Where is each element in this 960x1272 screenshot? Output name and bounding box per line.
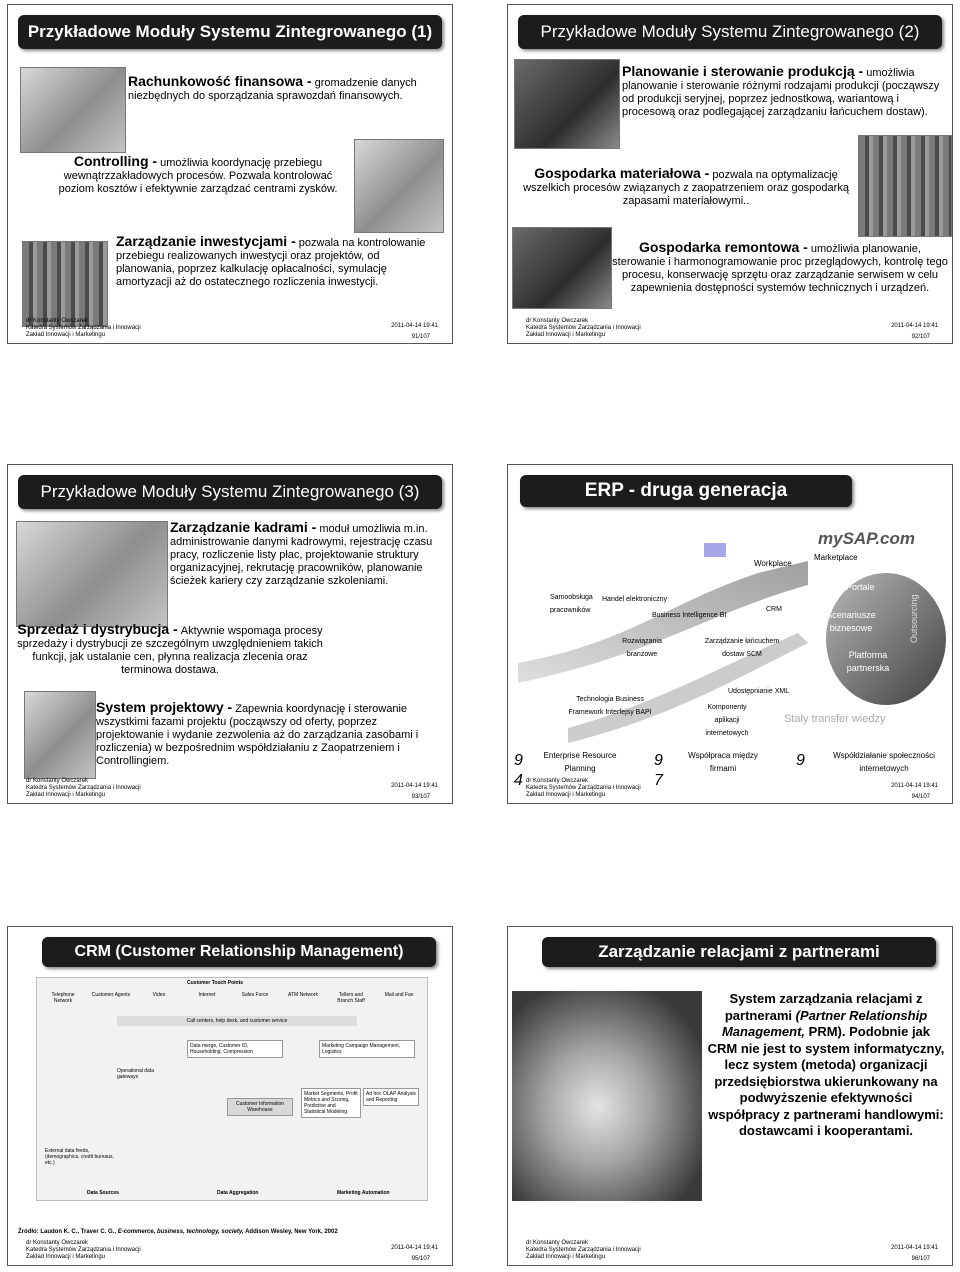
paragraph-materials — [518, 167, 854, 208]
source-title: E-commerce, business, technology, society, — [117, 1229, 244, 1235]
box-external: External data feeds, (demographics, credit bureaus, etc.) — [45, 1148, 114, 1166]
box-olap: Ad hoc OLAP Analysis and Reporting — [363, 1088, 419, 1106]
footer-dept: Katedra Systemów Zarządzania i Innowacji — [26, 1247, 141, 1253]
body: Aktywnie wspomaga procesy sprzedaży i dystrybucji ze szczególnym uwzględnieniem takich funkcji, jak ustalanie cen, płynna realizacja zlecenia oraz terminowa dostawa. — [17, 625, 323, 676]
footer-dept: Katedra Systemów Zarządzania i Innowacji — [526, 1247, 641, 1253]
photo-handshake — [512, 991, 702, 1201]
label-data-aggregation: Data Aggregation — [217, 1190, 259, 1196]
photo-machinery — [514, 59, 620, 149]
paragraph-controlling — [48, 155, 348, 196]
body: umożliwia planowanie, sterowanie i harmonogramowanie proc przeglądowych, kontrolę tego procesu, konserwację sprzętu oraz zarządzanie serwisem w celu zapewnienia dostępności systemów technicznych i urządzeń. — [612, 243, 948, 294]
footer-date: 2011-04-14 19:41 — [891, 323, 938, 329]
heading: System projektowy - — [96, 699, 233, 715]
heading: Planowanie i sterowanie produkcją - — [622, 63, 864, 79]
footer-unit: Zakład Innowacji i Marketingu — [526, 1254, 606, 1260]
footer-unit: Zakład Innowacji i Marketingu — [26, 792, 106, 798]
photo-team — [16, 521, 168, 627]
touch-points-label: Customer Touch Points — [187, 980, 244, 986]
footer-author: dr Konstanty Owczarek — [26, 318, 89, 324]
photo-meeting — [20, 67, 126, 153]
page-number: 91/107 — [411, 334, 430, 340]
label-workplace: Workplace — [754, 559, 792, 568]
label-handel: Handel elektroniczny — [602, 596, 667, 603]
box-ops-db: Operational data gateways — [117, 1068, 154, 1080]
footer — [526, 778, 641, 799]
photo-skyscraper — [22, 241, 108, 327]
label-scm: Zarządzanie łańcuchem dostaw SCM — [704, 638, 780, 658]
footer-dept: Katedra Systemów Zarządzania i Innowacji — [26, 785, 141, 791]
footer-dept: Katedra Systemów Zarządzania i Innowacji — [26, 325, 141, 331]
footer-date: 2011-04-14 19:41 — [391, 323, 438, 329]
mysap-logo: mySAP.com — [818, 529, 916, 548]
footer-date: 2011-04-14 19:41 — [891, 783, 938, 789]
slide-title: Zarządzanie relacjami z partnerami — [542, 937, 936, 967]
slide-title: ERP - druga generacja — [520, 475, 852, 507]
body: umożliwia koordynację przebiegu wewnątrzzakładowych procesów. Pozwala kontrolować poziom kosztów i efektywnie zarządzać centrami zysków. — [58, 157, 338, 195]
photo-engineer — [24, 691, 96, 779]
footer-author: dr Konstanty Owczarek — [526, 1240, 589, 1246]
label-marketplace: Marketplace — [814, 553, 858, 562]
source-pub: Addison Wesley, New York, 2002 — [245, 1229, 338, 1235]
footer — [526, 1240, 641, 1261]
page-number: 94/107 — [911, 794, 930, 800]
label-xml: Udostępnianie XML — [728, 688, 790, 695]
label-outsourcing: Outsourcing — [909, 594, 919, 643]
prm-text-1: System zarządzania relacjami z partnerami — [724, 991, 923, 1023]
body: Zapewnia koordynację i sterowanie wszystkimi fazami projektu (począwszy od oferty, poprzez projektowanie i wydanie zezwolenia aż do zarządzania zasobami i rozliczenia) w bezpośrednim współdziałaniu z Zaopatrzeniem i Controllingiem. — [96, 703, 419, 767]
heading: Sprzedaż i dystrybucja - — [17, 621, 178, 637]
label-marketing-automation: Marketing Automation — [337, 1190, 390, 1196]
box-data-merge: Data merge, Customer ID, Householding, Compression — [187, 1040, 283, 1058]
label-rozwiazania: Rozwiązania branżowe — [622, 638, 662, 658]
label-bi: Business Intelligence BI — [652, 612, 727, 619]
channel-row — [43, 992, 419, 1004]
prm-text — [706, 991, 946, 1140]
slide-title: Przykładowe Moduły Systemu Zintegrowanego (3) — [18, 475, 442, 509]
channel-item: Internet — [198, 992, 216, 998]
slide-91 — [7, 4, 453, 344]
channel-item: Customer Agents — [91, 992, 131, 998]
channel-item: ATM Network — [288, 992, 318, 998]
box-market-tools: Market Segments, Profit Metrics and Scoring, Predictive and Statistical Modeling — [301, 1088, 361, 1118]
channel-item: Telephone Network — [51, 992, 75, 1004]
footer — [26, 1240, 141, 1261]
footer-dept: Katedra Systemów Zarządzania i Innowacji — [526, 785, 641, 791]
footer — [26, 318, 141, 339]
paragraph-accounting — [128, 75, 428, 103]
label-komponenty: Komponenty aplikacji internetowych — [705, 704, 749, 737]
label-wspolpraca: Współpraca między firmami — [688, 751, 758, 773]
heading: Zarządzanie inwestycjami - — [116, 233, 296, 249]
slide-92 — [507, 4, 953, 344]
prm-text-3: PRM). Podobnie jak CRM nie jest to system informatyczny, lecz system (metoda) organizacji przedsiębiorstwa ukierunkowany na podwyższenie efektywności współpracy z partnerami handlowymi: dostawcami i kooperantami. — [707, 1024, 945, 1138]
label-crm: CRM — [766, 606, 782, 613]
paragraph-projects — [96, 701, 436, 768]
body: moduł umożliwia m.in. administrowanie danymi kadrowymi, rejestrację czasu pracy, rozliczenie listy płac, projektowanie struktury organizacyjnej, rekrutację pracowników, planowanie ścieżek kariery czy zarządzanie szkoleniami. — [170, 523, 433, 587]
footer-unit: Zakład Innowacji i Marketingu — [526, 332, 606, 338]
footer-unit: Zakład Innowacji i Marketingu — [26, 1254, 106, 1260]
erp-diagram — [508, 513, 953, 804]
photo-repair — [512, 227, 612, 309]
body: umożliwia planowanie i sterowanie różnymi rodzajami produkcji (począwszy od produkcji seryjnej, poprzez jednostkową, wariantową i procesową oraz podlegającej zarządzaniu łańcuchem dostaw). — [622, 67, 940, 118]
label-scenariusze: Scenariusze biznesowe — [826, 610, 876, 633]
source-note — [18, 1229, 338, 1235]
paragraph-sales — [14, 623, 326, 677]
footer — [26, 778, 141, 799]
slide-title: Przykładowe Moduły Systemu Zintegrowanego (2) — [518, 15, 942, 49]
heading: Gospodarka remontowa - — [639, 239, 808, 255]
heading: Zarządzanie kadrami - — [170, 519, 317, 535]
paragraph-hr — [170, 521, 442, 588]
heading: Controlling - — [73, 153, 158, 169]
label-samoobsluga: Samoobsługa pracowników — [550, 594, 593, 614]
footer-author: dr Konstanty Owczarek — [26, 1240, 89, 1246]
slide-title: CRM (Customer Relationship Management) — [42, 937, 436, 967]
page-number: 93/107 — [411, 794, 430, 800]
photo-office — [354, 139, 444, 233]
footer-author: dr Konstanty Owczarek — [526, 778, 589, 784]
label-technologia: Technologia Business Framework Interfejsy BAPI — [568, 696, 652, 716]
footer-unit: Zakład Innowacji i Marketingu — [526, 792, 606, 798]
footer-author: dr Konstanty Owczarek — [526, 318, 589, 324]
crm-diagram — [36, 977, 428, 1201]
box-warehouse: Customer Information Warehouse — [227, 1098, 293, 1116]
label-spolecznosci: Współdziałanie społeczności internetowych — [833, 751, 935, 773]
channel-item: Mail and Fax — [384, 992, 414, 998]
erp-cloud — [826, 573, 946, 705]
slide-93 — [7, 464, 453, 804]
label-platforma: Platforma partnerska — [846, 650, 890, 673]
source-label: Źródło: — [18, 1229, 39, 1235]
slide-95 — [7, 926, 453, 1266]
year-1994: 9 4 — [514, 752, 523, 789]
footer-date: 2011-04-14 19:41 — [891, 1245, 938, 1251]
footer — [526, 318, 641, 339]
page-number: 96/107 — [911, 1256, 930, 1262]
footer-date: 2011-04-14 19:41 — [391, 783, 438, 789]
slide-96 — [507, 926, 953, 1266]
label-portale: Portale — [846, 582, 875, 592]
label-erp: Enterprise Resource Planning — [543, 751, 617, 773]
year-1999: 9 — [796, 752, 805, 769]
call-centers-bar: Call centers, help desk, and customer service — [117, 1016, 357, 1026]
prm-text-2: (Partner Relationship Management, — [721, 1007, 928, 1039]
paragraph-investments — [116, 235, 432, 289]
channel-item: Sales Force — [241, 992, 269, 998]
channel-item: Video — [152, 992, 166, 998]
label-data-sources: Data Sources — [87, 1190, 119, 1196]
footer-unit: Zakład Innowacji i Marketingu — [26, 332, 106, 338]
slide-94 — [507, 464, 953, 804]
channel-item: Tellers and Branch Staff — [337, 992, 365, 1004]
footer-author: dr Konstanty Owczarek — [26, 778, 89, 784]
box-marketing-campaign: Marketing Campaign Management, Logistics — [319, 1040, 415, 1058]
page-number: 95/107 — [411, 1256, 430, 1262]
photo-warehouse — [858, 135, 952, 237]
slide-title: Przykładowe Moduły Systemu Zintegrowanego (1) — [18, 15, 442, 49]
body: pozwala na kontrolowanie przebiegu realizowanych inwestycji oraz projektów, od planowania, poprzez kalkulację opłacalności, symulację amortyzacji aż do ostatecznego rozliczenia inwestycji. — [116, 237, 426, 288]
body: gromadzenie danych niezbędnych do sporządzania sprawozdań finansowych. — [128, 77, 417, 102]
year-2000 — [704, 543, 726, 557]
label-transfer: Stały transfer wiedzy — [784, 713, 886, 725]
footer-date: 2011-04-14 19:41 — [391, 1245, 438, 1251]
year-1997: 9 7 — [654, 752, 663, 789]
heading: Rachunkowość finansowa - — [128, 73, 312, 89]
body: pozwala na optymalizację wszelkich procesów związanych z zaopatrzeniem oraz gospodarką zapasami materiałowymi.. — [523, 169, 849, 207]
heading: Gospodarka materiałowa - — [534, 165, 710, 181]
page-number: 92/107 — [911, 334, 930, 340]
paragraph-production — [622, 65, 942, 119]
paragraph-maintenance — [612, 241, 948, 295]
footer-dept: Katedra Systemów Zarządzania i Innowacji — [526, 325, 641, 331]
source-ref: Laudon K. C., Traver C. G., — [40, 1229, 117, 1235]
